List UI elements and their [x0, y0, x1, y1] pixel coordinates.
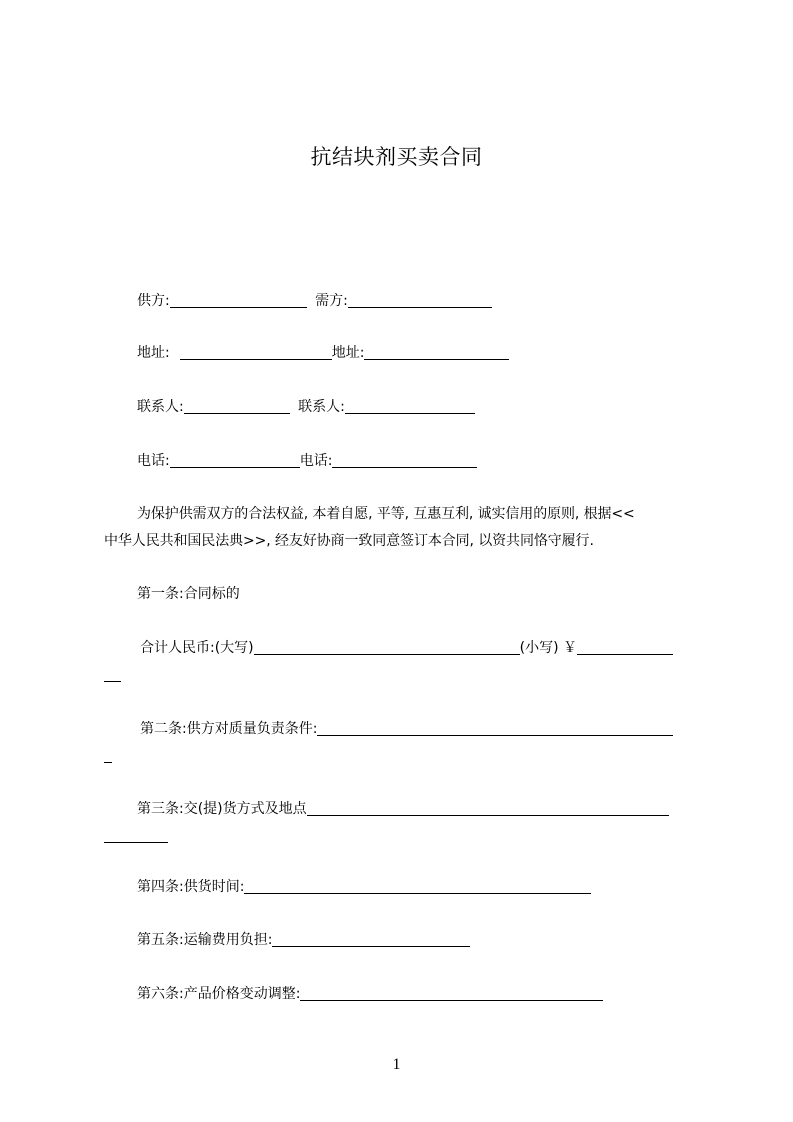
contact-row	[137, 397, 475, 417]
article-2: 第二条:供方对质量负责条件:	[140, 721, 318, 737]
article-2-continuation-blank	[104, 748, 112, 763]
article-3-row	[137, 799, 669, 819]
article-5: 第五条:运输费用负担:	[137, 932, 273, 948]
page-number: 1	[392, 1056, 401, 1073]
article-2-blank	[317, 721, 673, 736]
supplier-blank	[170, 293, 307, 308]
article-5-row	[137, 930, 470, 950]
supplier-address-blank	[180, 345, 332, 360]
phone-row	[137, 451, 477, 471]
total-amount-lowercase-blank	[577, 640, 673, 655]
article-3-continuation	[104, 826, 168, 846]
total-amount-continuation	[104, 665, 121, 685]
article-5-blank	[272, 932, 470, 947]
article-2-row	[140, 719, 673, 739]
total-amount-lowercase-label: (小写) ￥	[519, 640, 578, 656]
article-3-blank	[307, 801, 669, 816]
preamble-line-2: 中华人民共和国民法典>>, 经友好协商一致同意签订本合同, 以资共同恪守履行.	[104, 533, 594, 549]
article-4-row	[137, 877, 591, 897]
buyer-blank	[348, 293, 492, 308]
total-amount-continuation-blank	[104, 667, 121, 682]
supplier-buyer-row	[137, 291, 492, 311]
buyer-address-blank	[364, 345, 509, 360]
preamble-line-1: 为保护供需双方的合法权益, 本着自愿, 平等, 互惠互利, 诚实信用的原则, 根据<<	[137, 506, 635, 522]
total-amount-uppercase-blank	[254, 640, 520, 655]
article-6-blank	[300, 986, 603, 1001]
supplier-phone-label: 电话:	[137, 453, 170, 469]
buyer-contact-label: 联系人:	[298, 399, 345, 415]
address-row	[137, 343, 509, 363]
article-6: 第六条:产品价格变动调整:	[137, 986, 301, 1002]
contract-title: 抗结块剂买卖合同	[310, 145, 483, 169]
buyer-phone-label: 电话:	[299, 453, 333, 469]
article-4-blank	[244, 879, 591, 894]
total-amount-row	[140, 638, 673, 658]
article-3-continuation-blank	[104, 828, 168, 843]
buyer-contact-blank	[345, 399, 475, 414]
article-4: 第四条:供货时间:	[137, 879, 245, 895]
supplier-contact-label: 联系人:	[137, 399, 184, 415]
buyer-phone-blank	[332, 453, 477, 468]
article-6-row	[137, 984, 603, 1004]
total-amount-label: 合计人民币:(大写)	[140, 640, 254, 656]
buyer-label: 需方:	[315, 293, 348, 309]
supplier-phone-blank	[170, 453, 300, 468]
article-1: 第一条:合同标的	[137, 586, 240, 602]
article-3: 第三条:交(提)货方式及地点	[137, 801, 307, 817]
supplier-address-label: 地址:	[137, 345, 170, 361]
supplier-label: 供方:	[137, 293, 170, 309]
buyer-address-label: 地址:	[331, 345, 365, 361]
supplier-contact-blank	[184, 399, 290, 414]
article-2-continuation	[104, 746, 112, 766]
